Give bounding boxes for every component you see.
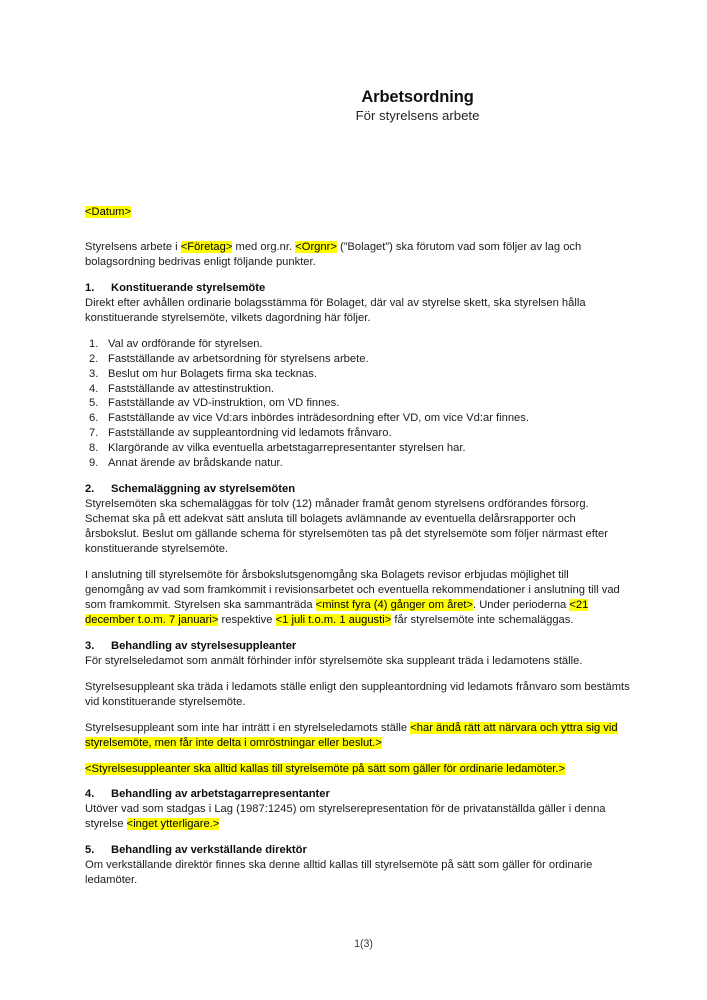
page-footer: 1(3) [354,938,373,950]
section-heading [85,639,630,654]
section-number: 1. [85,281,95,294]
sections-container [85,281,630,888]
highlighted-placeholder: <21 december t.o.m. 7 januari> [85,598,589,626]
agenda-list-item [85,456,630,471]
agenda-list-item [85,367,630,382]
agenda-item-text: Val av ordförande för styrelsen. [108,337,263,350]
agenda-item-number: 8. [89,442,99,455]
agenda-item-number: 1. [89,337,99,350]
highlighted-placeholder: <1 juli t.o.m. 1 augusti> [275,613,392,626]
section-paragraph [85,762,630,777]
agenda-list-item [85,337,630,352]
agenda-item-number: 6. [89,412,99,425]
section-number: 5. [85,844,95,857]
agenda-list-item [85,411,630,426]
date-placeholder: <Datum> [85,206,132,218]
section-paragraph: Direkt efter avhållen ordinarie bolagsstämma för Bolaget, där val av styrelse skett, ska styrelsen hålla konstituerande styrelsemöte, vilkets dagordning här följer. [85,296,586,324]
section-paragraph: Om verkställande direktör finnes ska denne alltid kallas till styrelsemöte på sätt som gäller för ordinarie ledamöter. [85,859,593,887]
section-paragraph: Styrelsesuppleant ska träda i ledamots ställe enligt den suppleantordning vid ledamots frånvaro som bestämts vid konstituerande styrelsemöte. [85,680,630,708]
agenda-item-text: Annat ärende av brådskande natur. [108,457,283,470]
section-heading-text: Konstituerande styrelsemöte [111,281,266,294]
section-number: 4. [85,788,95,801]
section-number: 3. [85,639,95,652]
section-heading [85,281,630,296]
section-heading-text: Schemaläggning av styrelsemöten [111,483,296,496]
section-heading-text: Behandling av arbetstagarrepresentanter [111,788,330,801]
highlighted-placeholder: <inget ytterligare.> [126,818,220,831]
agenda-item-text: Beslut om hur Bolagets firma ska tecknas. [108,367,317,380]
agenda-list-item [85,441,630,456]
page-title: Arbetsordning [361,88,474,106]
highlighted-placeholder: <Styrelsesuppleanter ska alltid kallas till styrelsemöte på sätt som gäller för ordinarie ledamöter.> [85,762,566,775]
agenda-list [85,337,630,472]
title-block [0,88,707,125]
agenda-item-text: Fastställande av vice Vd:ars inbördes inträdesordning efter VD, om vice Vd:ar finnes. [108,412,529,425]
agenda-item-text: Fastställande av arbetsordning för styrelsens arbete. [108,352,369,365]
section-paragraph: I anslutning till styrelsemöte för årsbokslutsgenomgång ska Bolagets revisor erbjudas möjlighet till genomgång av vad som framkommit i revisionsarbetet och eventuella rekommendationer i anslutning till vad som framkommit. Styrelsen ska sammanträda <minst fyra (4) gånger om året>. Under perioderna <21 december t.o.m. 7 januari> respektive <1 juli t.o.m. 1 augusti> får styrelsemöte inte schemaläggas. [85,569,620,626]
agenda-list-item [85,352,630,367]
agenda-item-text: Fastställande av attestinstruktion. [108,382,275,395]
agenda-list-item [85,396,630,411]
document-body [85,205,630,899]
highlighted-placeholder: <Orgnr> [295,240,337,253]
agenda-item-number: 9. [89,457,99,470]
agenda-item-number: 7. [89,427,99,440]
intro-paragraph: Styrelsens arbete i <Företag> med org.nr. <Orgnr> (”Bolaget”) ska förutom vad som följer av lag och bolagsordning bedrivas enligt följande punkter. [85,240,582,268]
section-heading-text: Behandling av styrelsesuppleanter [111,639,297,652]
agenda-item-number: 5. [89,397,99,410]
section-number: 2. [85,483,95,496]
section-heading-text: Behandling av verkställande direktör [111,844,307,857]
section-heading [85,482,630,497]
section-paragraph: Styrelsesuppleant som inte har inträtt i en styrelseledamots ställe <har ändå rätt att närvara och yttra sig vid styrelsemöte, men får inte delta i omröstningar eller beslut.> [85,721,618,749]
agenda-item-text: Klargörande av vilka eventuella arbetstagarrepresentanter styrelsen har. [108,442,466,455]
agenda-item-text: Fastställande av VD-instruktion, om VD finnes. [108,397,340,410]
agenda-item-number: 4. [89,382,99,395]
section-heading [85,843,630,858]
highlighted-placeholder: <minst fyra (4) gånger om året> [315,598,473,611]
section-paragraph: För styrelseledamot som anmält förhinder inför styrelsemöte ska suppleant träda i ledamotens ställe. [85,654,583,667]
agenda-list-item [85,426,630,441]
agenda-item-text: Fastställande av suppleantordning vid ledamots frånvaro. [108,427,392,440]
page-subtitle: För styrelsens arbete [355,108,480,124]
highlighted-placeholder: <Företag> [180,240,233,253]
agenda-item-number: 2. [89,352,99,365]
agenda-list-item [85,382,630,397]
agenda-item-number: 3. [89,367,99,380]
section-paragraph: Styrelsemöten ska schemaläggas för tolv (12) månader framåt genom styrelsens ordförandes försorg. Schemat ska på ett adekvat sätt ansluta till bolagets avlämnande av eventuella delårsrapporter och årsbokslut. Beslut om gällande schema för styrelsemöten tas på det styrelsemöte som följer närmast efter konstituerande styrelsemöte. [85,498,608,556]
date-placeholder-line [85,205,630,220]
section-heading [85,787,630,802]
highlighted-placeholder: <har ändå rätt att närvara och yttra sig vid styrelsemöte, men får inte delta i omröstningar eller beslut.> [85,721,618,749]
section-paragraph: Utöver vad som stadgas i Lag (1987:1245) om styrelserepresentation för de privatanställda gäller i denna styrelse <inget ytterligare.> [85,803,606,831]
